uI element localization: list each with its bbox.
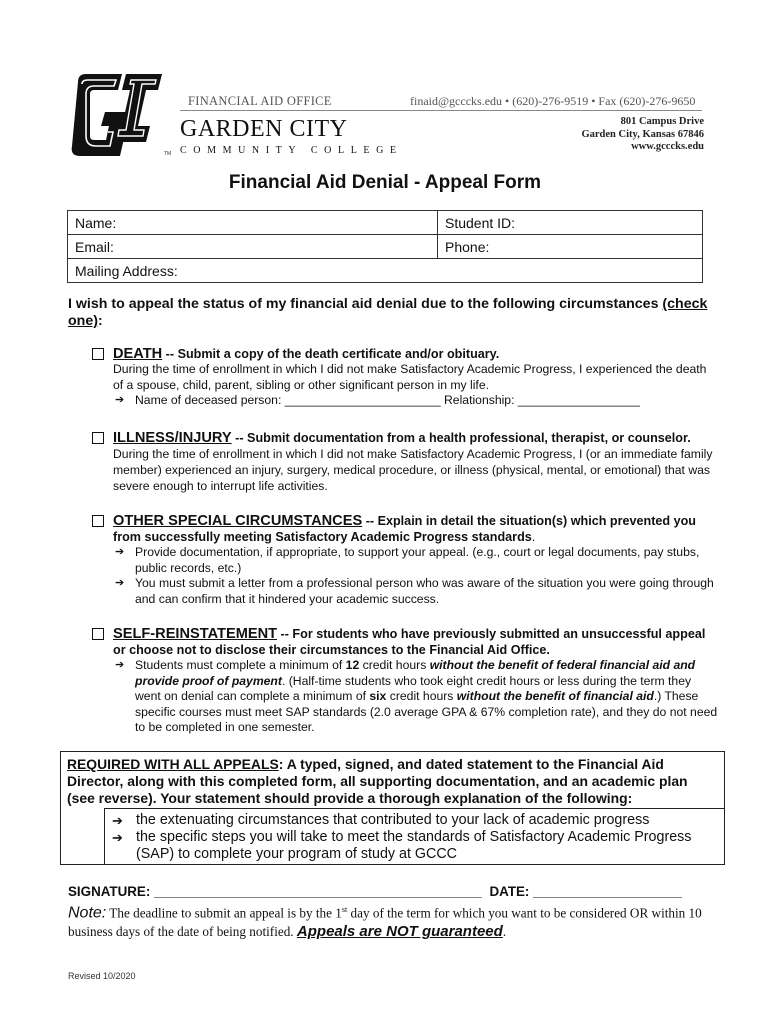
office-name: FINANCIAL AID OFFICE (188, 94, 332, 108)
page-title: Financial Aid Denial - Appeal Form (228, 172, 542, 193)
text: . (Half-time students who took eight credit hours or less during the term they went on denial can complete a minimum of (135, 673, 692, 704)
illness-subtitle: -- Submit documentation from a health professional, therapist, or counselor. (231, 431, 691, 445)
address-line: 801 Campus Drive (620, 116, 704, 127)
date-field[interactable]: DATE: ____________________ (489, 884, 683, 899)
other-checkbox[interactable] (92, 515, 104, 527)
website: www.gcccks.edu (631, 141, 704, 152)
other-subtitle: -- Explain in detail the situation(s) which prevented you from successfully meeting Satisfactory Academic Progress standards (113, 514, 696, 544)
required-item (110, 812, 710, 829)
arrow-right-icon: ➔ (115, 394, 125, 407)
gc-logo (68, 72, 164, 158)
text: Students must complete a minimum of (135, 658, 346, 672)
required-statement (67, 756, 717, 807)
reinstatement-title: SELF-REINSTATEMENT (113, 626, 278, 642)
email-field[interactable]: Email: (68, 235, 438, 259)
signature-line[interactable] (68, 884, 682, 899)
reinstatement-bullet (113, 658, 718, 736)
trademark: TM (164, 151, 172, 157)
mailing-address-field[interactable]: Mailing Address: (68, 259, 703, 283)
note (68, 900, 728, 941)
note-text: day of the term for which you want to be considered OR within 10 business days of the date of being notified. (68, 905, 702, 940)
reinstatement-block (113, 626, 718, 736)
phone-field[interactable]: Phone: (438, 235, 703, 259)
required-item-text: the specific steps you will take to meet the standards of Satisfactory Academic Progress (SAP) to complete your program of study at GCCC (136, 829, 692, 862)
text: credit hours (386, 689, 457, 704)
revised-date: Revised 10/2020 (68, 971, 136, 981)
intro-colon: : (97, 313, 103, 329)
intro-text: I wish to appeal the status of my financial aid denial due to the following circumstances (68, 296, 659, 312)
text: credit hours (359, 658, 430, 672)
student-id-field[interactable]: Student ID: (438, 211, 703, 235)
college-name: GARDEN CITY (180, 116, 348, 142)
address-line: Garden City, Kansas 67846 (581, 128, 704, 140)
required-text: : A typed, signed, and dated statement to the Financial Aid Director, along with this completed form, all supporting documentation, and an academic plan (see reverse). Your statement should provide a thorough explanation of the following: (67, 756, 688, 806)
required-item-text: the extenuating circumstances that contributed to your lack of academic progress (136, 812, 650, 828)
arrow-right-icon: ➔ (112, 830, 123, 845)
arrow-right-icon: ➔ (112, 813, 123, 828)
other-title: OTHER SPECIAL CIRCUMSTANCES (113, 513, 363, 529)
reinstatement-subtitle: -- For students who have previously submitted an unsuccessful appeal or choose not to disclose their circumstances to the Financial Aid Office. (113, 627, 706, 657)
death-body (113, 362, 713, 409)
arrow-right-icon: ➔ (115, 546, 125, 558)
other-bullet-text: You must submit a letter from a professional person who was aware of the situation you were going through and can confirm that it hindered your academic success. (135, 576, 714, 606)
college-subname: COMMUNITY COLLEGE (180, 145, 403, 156)
student-info-table (67, 210, 703, 283)
note-end: . (502, 924, 507, 940)
death-name-line (113, 393, 713, 409)
death-heading (113, 346, 723, 362)
death-checkbox[interactable] (92, 348, 104, 360)
illness-text: During the time of enrollment in which I did not make Satisfactory Academic Progress, I (or an immediate family member) experienced an injury, surgery, medical procedure, or illness (physical, mental, or emotional) that was severe enough to interrupt life activities. (113, 447, 713, 493)
deceased-line[interactable]: Name of deceased person: _______________________ Relationship: __________________ (135, 393, 640, 408)
name-field[interactable]: Name: (68, 211, 438, 235)
text: without the benefit of financial aid (456, 689, 654, 704)
arrow-right-icon: ➔ (115, 577, 125, 590)
intro-statement (68, 296, 718, 330)
death-title: DEATH (113, 346, 163, 362)
signature-field[interactable]: SIGNATURE: ____________________________________________ (68, 884, 482, 899)
check-one: (check one) (68, 296, 708, 329)
not-guaranteed: Appeals are NOT guaranteed (296, 923, 503, 941)
text: 12 (345, 658, 360, 672)
required-item (110, 829, 710, 863)
arrow-right-icon: ➔ (115, 659, 125, 671)
required-list (110, 812, 710, 863)
header-rule (180, 110, 702, 111)
death-subtitle: -- Submit a copy of the death certificate and/or obituary. (162, 347, 500, 361)
illness-block (113, 430, 718, 494)
text: without the benefit of federal financial aid and provide proof of payment (135, 658, 696, 688)
note-sup: st (341, 905, 348, 914)
reinstatement-checkbox[interactable] (92, 628, 104, 640)
death-text: During the time of enrollment in which I did not make Satisfactory Academic Progress, I experienced the death of a spouse, child, parent, sibling or other significant person in my life. (113, 362, 707, 392)
text: six (369, 689, 387, 704)
note-text: The deadline to submit an appeal is by the 1 (106, 905, 342, 921)
illness-title: ILLNESS/INJURY (113, 430, 232, 446)
illness-checkbox[interactable] (92, 432, 104, 444)
note-label: Note: (68, 904, 107, 922)
address-block (581, 116, 704, 154)
text: .) These specific courses must meet SAP standards (2.0 average GPA & 67% completion rate), and they do not need to be completed in one semester. (135, 689, 718, 735)
other-bullet (113, 545, 718, 576)
other-period: . (531, 530, 536, 544)
other-bullet-text: Provide documentation, if appropriate, to support your appeal. (e.g., court or legal documents, pay stubs, public records, etc.) (135, 545, 700, 575)
required-label: REQUIRED WITH ALL APPEALS (67, 756, 279, 772)
other-bullet (113, 576, 718, 607)
contact-line: finaid@gcccks.edu • (620)-276-9519 • Fax (620)-276-9650 (410, 94, 696, 108)
other-block (113, 513, 718, 607)
